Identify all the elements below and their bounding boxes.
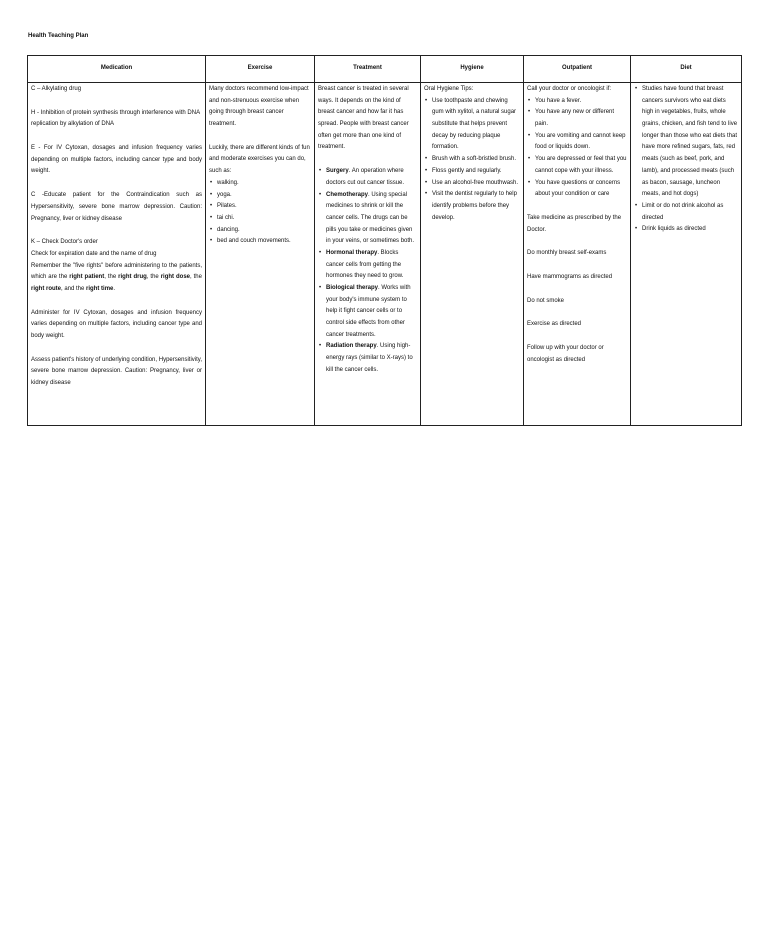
outpatient-line: Exercise as directed [527,321,582,328]
outpatient-cell [524,83,631,426]
header-hygiene: Hygiene [421,56,524,83]
medication-h: H - Inhibition of protein synthesis through interference with DNA replication by alkylation of DNA [31,109,200,128]
header-exercise: Exercise [206,56,315,83]
medication-k1: K – Check Doctor's order [31,239,98,246]
outpatient-line: Follow up with your doctor or oncologist as directed [527,345,604,363]
list-item: • yoga. [217,190,311,202]
health-teaching-plan-table [27,55,742,426]
list-item: • You have questions or concerns about your condition or care [535,178,627,201]
header-treatment: Treatment [315,56,421,83]
right-4: right route [31,285,61,292]
list-item [326,190,417,248]
treatment-intro: Breast cancer is treated in several ways. It depends on the kind of breast cancer and how far it has spread. People with breast cancer often get more than one kind of treatment. [318,86,409,151]
treatment-list [318,166,417,376]
header-row [28,56,742,83]
list-item: • You are vomiting and cannot keep food or liquids down. [535,131,627,154]
exercise-p1: Many doctors recommend low-impact and non-strenuous exercise when going through breast cancer treatment. [209,86,309,128]
medication-e: E - For IV Cytoxan, dosages and infusion frequency varies depending on multiple factors, including cancer type and body weight. [31,145,202,175]
treatment-name: Biological therapy [326,285,379,291]
outpatient-line: Have mammograms as directed [527,273,613,280]
treatment-desc: . Using high-energy rays (similar to X-rays) to kill the cancer cells. [326,343,413,373]
treatment-name: Hormonal therapy [326,249,378,256]
diet-list [634,84,738,236]
list-item [326,248,417,283]
outpatient-list [527,96,627,201]
list-item: • Visit the dentist regularly to help identify problems before they develop. [432,189,520,224]
treatment-desc: . Blocks cancer cells from getting the hormones they need to grow. [326,249,404,280]
outpatient-line: Do not smoke [527,297,565,304]
treatment-name: Surgery [326,168,349,175]
list-item: • Studies have found that breast cancers survivors who eat diets high in vegetables, fruits, whole grains, chicken, and fish tend to live longer than those who eat diets that have more refined sugars, fats, red meats (such as beef, pork, and lamb), and processed meats (such as bacon, sausage, luncheon meats, and hot dogs) [642,84,738,201]
medication-assess: Assess patient's history of underlying condition, Hypersensitivity, severe bone marrow depression. Caution: Pregnancy, liver or kidney disease [31,356,202,387]
header-outpatient: Outpatient [524,56,631,83]
document-title: Health Teaching Plan [28,33,89,39]
medication-c: C – Alkylating drug [31,86,82,92]
treatment-desc: . An operation where doctors cut out cancer tissue. [326,168,405,186]
medication-admin: Administer for IV Cytoxan, dosages and infusion frequency varies depending on multiple factors, including cancer type and body weight. [31,309,202,339]
treatment-cell [315,83,421,426]
hygiene-list [424,96,520,225]
exercise-p2: Luckily, there are different kinds of fun and moderate exercises you can do, such as: [209,144,310,175]
list-item: • Use toothpaste and chewing gum with xylitol, a natural sugar substitute that helps prevent decay by reducing plaque formation. [432,96,520,154]
list-item [326,341,417,376]
list-item: • Limit or do not drink alcohol as directed [642,201,738,224]
right-5: right time [86,285,114,292]
content-row [28,83,742,426]
outpatient-line: Do monthly breast self-exams [527,250,607,257]
medication-k3: Remember the "five rights" before administering to the patients, which are the right patient, the right drug, the right dose, the right route, and the right time. [31,262,202,292]
header-diet: Diet [631,56,742,83]
list-item: • dancing. [217,225,311,237]
list-item: • Use an alcohol-free mouthwash. [432,178,520,190]
list-item: • Pilates. [217,201,311,213]
list-item: • Brush with a soft-bristled brush. [432,154,520,166]
hygiene-intro: Oral Hygiene Tips: [424,86,474,92]
list-item: • You have any new or different pain. [535,107,627,130]
list-item: • walking. [217,178,311,190]
list-item [326,166,417,189]
list-item: • tai chi. [217,213,311,225]
right-1: right patient [69,274,105,281]
list-item: • You have a fever. [535,96,627,108]
header-medication: Medication [28,56,206,83]
medication-c2: C -Educate patient for the Contraindication such as Hypersensitivity, severe bone marrow depression. Caution: Pregnancy, liver or kidney disease [31,192,202,222]
medication-cell [28,83,206,426]
treatment-desc: . Using special medicines to shrink or kill the cancer cells. The drugs can be pills you take or medicines given in your veins, or sometimes both. [326,191,415,245]
treatment-name: Radiation therapy [326,343,377,350]
medication-k2: Check for expiration date and the name of drug [31,250,157,257]
list-item: • Drink liquids as directed [642,224,738,236]
right-2: right drug [118,274,147,281]
list-item: • Floss gently and regularly. [432,166,520,178]
hygiene-cell [421,83,524,426]
list-item [326,283,417,341]
outpatient-intro: Call your doctor or oncologist if: [527,86,612,92]
treatment-desc: . Works with your body's immune system to help it fight cancer cells or to control side effects from other cancer treatments. [326,285,411,338]
diet-cell [631,83,742,426]
list-item: • You are depressed or feel that you cannot cope with your illness. [535,154,627,177]
treatment-name: Chemotherapy [326,191,369,198]
exercise-list [209,178,311,248]
five-rights-text: Remember the "five rights" before administering to the patients, which are the [31,262,202,281]
right-3: right dose [160,274,191,281]
exercise-cell [206,83,315,426]
outpatient-line: Take medicine as prescribed by the Doctor. [527,214,622,233]
list-item: • bed and couch movements. [217,236,311,248]
